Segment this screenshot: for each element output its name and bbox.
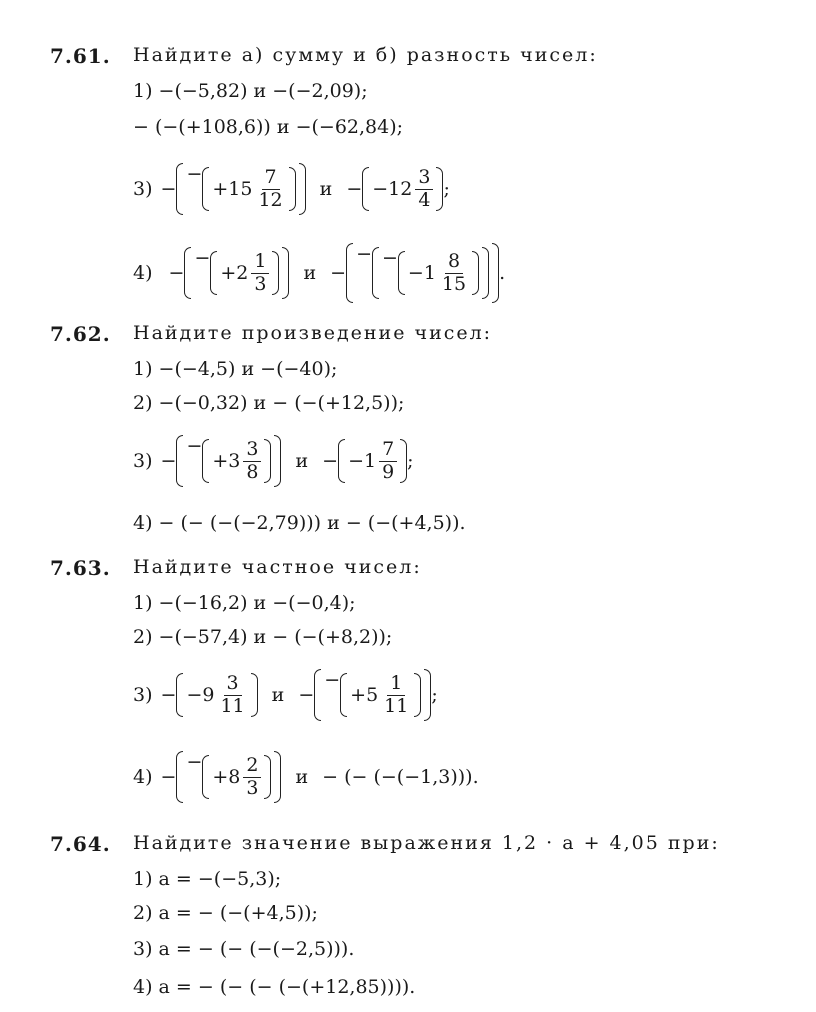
- integer-part: −1: [407, 262, 436, 284]
- numerator: 7: [262, 167, 280, 190]
- denominator: 15: [441, 272, 467, 295]
- item-4: [133, 232, 505, 314]
- integer-part: +8: [212, 766, 241, 788]
- nested-expression-a: [176, 159, 305, 220]
- minus-sign: −: [330, 262, 347, 284]
- problem-heading: Найдите а) сумму и б) разность чисел:: [133, 44, 598, 66]
- punctuation: ;: [431, 684, 438, 706]
- nested-expression-b: [314, 665, 431, 726]
- problem-heading: Найдите частное чисел:: [133, 556, 422, 578]
- numerator: 3: [415, 167, 433, 190]
- expression-b: − (− (−(−1,3))).: [322, 766, 479, 788]
- nested-expression-a: [184, 243, 289, 304]
- conjunction: и: [295, 766, 309, 788]
- denominator: 11: [384, 694, 409, 717]
- problem-heading: Найдите значение выражения 1,2 · a + 4,05 при:: [133, 832, 720, 854]
- item-label: 4): [133, 262, 153, 284]
- problem-number: 7.64.: [50, 832, 111, 856]
- item-4: 4) − (− (−(−2,79))) и − (−(+4,5)).: [133, 512, 466, 534]
- minus-sign: −: [346, 178, 363, 200]
- integer-part: −12: [372, 178, 413, 200]
- punctuation: ;: [443, 178, 450, 200]
- item-label: 3): [133, 178, 153, 200]
- item-1: 1) −(−5,82) и −(−2,09);: [133, 80, 368, 102]
- minus-sign: −: [298, 684, 315, 706]
- item-1: 1) −(−16,2) и −(−0,4);: [133, 592, 356, 614]
- item-1: 1) −(−4,5) и −(−40);: [133, 358, 338, 380]
- problem-number: 7.63.: [50, 556, 111, 580]
- mixed-number: [212, 167, 285, 212]
- item-2-text: − (−(+108,6)) и −(−62,84);: [133, 116, 404, 138]
- nested-expression-a: [176, 747, 281, 808]
- numerator: 1: [251, 251, 269, 274]
- integer-part: −9: [186, 684, 215, 706]
- numerator: 2: [243, 755, 261, 778]
- problem-number: 7.61.: [50, 44, 111, 68]
- denominator: 9: [382, 460, 395, 483]
- denominator: 12: [258, 188, 283, 211]
- item-2: 2) −(−0,32) и − (−(+12,5));: [133, 392, 405, 414]
- item-4: 4) a = − (− (− (−(+12,85)))).: [133, 976, 416, 998]
- minus-sign: −: [186, 434, 203, 457]
- denominator: 11: [220, 694, 245, 717]
- item-2: 2) a = − (−(+4,5));: [133, 902, 318, 924]
- minus-sign: −: [324, 668, 341, 691]
- conjunction: и: [303, 262, 317, 284]
- denominator: 3: [246, 776, 259, 799]
- item-2: [133, 112, 403, 142]
- item-label: 3): [133, 684, 153, 706]
- item-3: [133, 148, 450, 230]
- item-1: 1) a = −(−5,3);: [133, 868, 282, 890]
- integer-part: −1: [348, 450, 377, 472]
- punctuation: ;: [407, 450, 414, 472]
- item-label: 4): [133, 766, 153, 788]
- denominator: 3: [254, 272, 267, 295]
- problem-heading: Найдите произведение чисел:: [133, 322, 493, 344]
- minus-sign: −: [322, 450, 339, 472]
- denominator: 4: [418, 188, 431, 211]
- numerator: 7: [379, 439, 397, 462]
- integer-part: +15: [212, 178, 253, 200]
- item-label: 3): [133, 450, 153, 472]
- numerator: 8: [445, 251, 463, 274]
- item-3: [133, 420, 414, 502]
- item-2: 2) −(−57,4) и − (−(+8,2));: [133, 626, 393, 648]
- minus-sign: −: [356, 242, 372, 265]
- minus-sign: −: [160, 684, 177, 706]
- nested-expression-a: [176, 669, 257, 722]
- minus-sign: −: [194, 246, 211, 269]
- nested-expression-a: [176, 431, 281, 492]
- numerator: 3: [224, 673, 242, 696]
- minus-sign: −: [160, 766, 177, 788]
- item-4: [133, 736, 479, 818]
- minus-sign: −: [168, 262, 185, 284]
- item-3: 3) a = − (− (−(−2,5))).: [133, 938, 355, 960]
- integer-part: +3: [212, 450, 241, 472]
- minus-sign: −: [381, 246, 398, 269]
- integer-part: +5: [350, 684, 379, 706]
- minus-sign: −: [186, 750, 203, 773]
- minus-sign: −: [160, 450, 177, 472]
- problem-number: 7.62.: [50, 322, 111, 346]
- punctuation: .: [499, 262, 506, 284]
- nested-expression-b: [338, 435, 407, 488]
- conjunction: и: [271, 684, 285, 706]
- nested-expression-b: [362, 163, 443, 216]
- nested-expression-b: [346, 239, 499, 308]
- integer-part: +2: [220, 262, 249, 284]
- denominator: 8: [246, 460, 259, 483]
- minus-sign: −: [160, 178, 177, 200]
- conjunction: и: [319, 178, 333, 200]
- numerator: 3: [243, 439, 261, 462]
- numerator: 1: [387, 673, 405, 696]
- conjunction: и: [295, 450, 309, 472]
- minus-sign: −: [186, 162, 203, 185]
- item-3: [133, 654, 438, 736]
